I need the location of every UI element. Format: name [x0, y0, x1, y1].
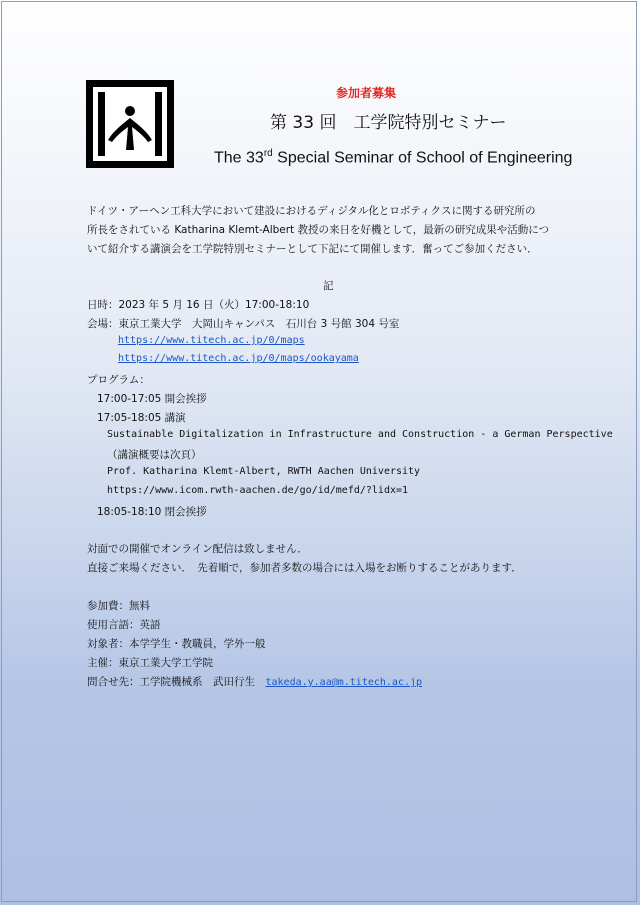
- intro-line: 所長をされている Katharina Klemt-Albert 教授の来日を好機として，最新の研究成果や活動につ: [87, 224, 550, 236]
- program-item-closing: 18:05-18:10 閉会挨拶: [97, 506, 207, 518]
- speaker-url: https://www.icom.rwth-aachen.de/go/id/mefd/?lidx=1: [107, 485, 409, 496]
- title-en-post: Special Seminar of School of Engineering: [272, 149, 573, 167]
- info-fee: 参加費：無料: [87, 600, 150, 612]
- university-logo: [86, 80, 174, 168]
- intro-line: ドイツ・アーヘン工科大学において建設におけるディジタル化とロボティクスに関する研究所の: [87, 205, 536, 217]
- intro-line: いて紹介する講演会を工学院特別セミナーとして下記にて開催します．奮ってご参加ください．: [87, 243, 538, 255]
- program-label: プログラム：: [87, 374, 150, 386]
- note-line: 直接ご来場ください． 先着順で，参加者多数の場合には入場をお断りすることがあります．: [87, 562, 522, 574]
- map-link-ookayama[interactable]: https://www.titech.ac.jp/0/maps/ookayama: [118, 353, 359, 364]
- info-contact: [87, 674, 422, 689]
- speaker: Prof. Katharina Klemt-Albert, RWTH Aachen University: [107, 466, 421, 477]
- page-title-en: [214, 148, 572, 167]
- program-item-opening: 17:00-17:05 開会挨拶: [97, 393, 207, 405]
- event-datetime: 日時：2023 年 5 月 16 日（火）17:00-18:10: [87, 299, 310, 311]
- program-item-lecture: 17:05-18:05 講演: [97, 412, 186, 424]
- note-line: 対面での開催でオンライン配信は致しません．: [87, 543, 308, 555]
- contact-email-link[interactable]: takeda.y.aa@m.titech.ac.jp: [265, 677, 423, 688]
- page-title-jp: 第 33 回 工学院特別セミナー: [270, 113, 507, 133]
- info-organizer: 主催：東京工業大学工学院: [87, 657, 213, 669]
- title-en-pre: The 33: [214, 149, 264, 167]
- talk-title: Sustainable Digitalization in Infrastructure and Construction - a German Perspective: [107, 429, 613, 440]
- map-link[interactable]: https://www.titech.ac.jp/0/maps: [118, 335, 305, 346]
- info-audience: 対象者：本学学生・教職員，学外一般: [87, 638, 266, 650]
- talk-note: （講演概要は次頁）: [107, 449, 202, 461]
- ki-marker: 記: [323, 280, 334, 292]
- contact-label: 問合せ先：工学院機械系 武田行生: [87, 676, 266, 688]
- title-en-sup: rd: [263, 148, 273, 159]
- recruitment-heading: 参加者募集: [336, 86, 397, 100]
- event-venue: 会場：東京工業大学 大岡山キャンパス 石川台 3 号館 304 号室: [87, 318, 400, 330]
- info-language: 使用言語：英語: [87, 619, 161, 631]
